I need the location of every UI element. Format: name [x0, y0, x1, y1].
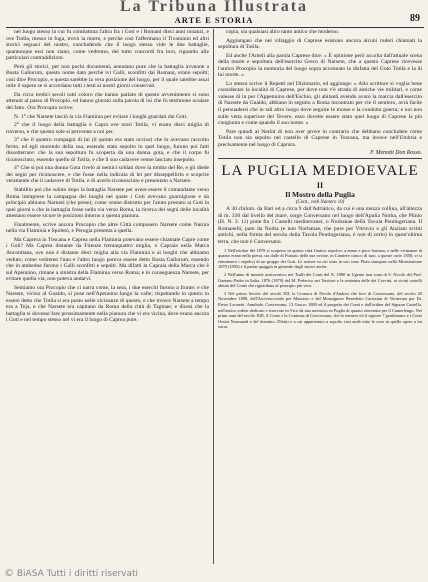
paragraph: 4° Che si poi una donna Gota rivelò ai nemici soldati dove la tomba del Re, e gli diede dei segni per riconoscere, e che fosse nella indicata di lei per disseppellirlo e scoprire veramente che il cadavere di Totila, e di averlo riconosciuto e presentato a Narsete. [6, 165, 209, 185]
author-signature: F. Menotti Don Rosso. [370, 150, 422, 157]
header-rule [6, 27, 424, 28]
copyright-icon: © [4, 568, 14, 579]
paragraph: 2° che il luogo della battaglia è Capra ove morì Totila, vi erano dieci miglia di traverso, e che questo sole si pervenne a noi per. [6, 122, 209, 135]
footnote: 1 Nell'ottobre del 1878 si scoperse in questa città l'antico sepolcro a mano e poco lontana, e nelle vicinanze di quanto erano nella pietra, sia dalle di Fumato delle sue rovine, in Cantiere conico di tuoi, a queste carte 1858, vi si rinvennero i sepolcri di un gruppo dei Goti. Le notizie su cui sono in uso sono Pluto stampato nella Ministratione 1879 (1893) e il parlar quaggiù in generale dagli storici anche. [218, 247, 422, 270]
left-column [6, 29, 209, 564]
paragraph: Sentiamo ora Procopio che ci narra come, la sera, i due eserciti furono a fronte; e che Narsete, vicino al Gualdo, si pose nell'Apennino lungo la valle; rispettando in questo in essere detto che Totila si era posto nelle vicinanze di questo, e che invece Narsete a tempo era a Teja, e che Narsete era capitano da Roma della città di Taginae; e dicesi che la battaglia si dovesse fare prossimamente nella pianura che vi era vicina, dove erano ancora i Goti e nel tempo stesso nel vi era il luogo di Caprea pure. [6, 284, 209, 324]
paragraph: 3° che il quattro compagni di lui (il quinto era stato ucciso) che lo avevano raccolto ferito, ed egli morendo della sua, essendo stato sepolto in quel luogo, furono poi fatti dissotterrare: che la sua sepoltura fu scoperta da una donna gota, e che il corpo fu riconosciuto, essendo quello di Totila, e che il suo cadavere venne lasciato insepolto. [6, 137, 209, 163]
paragraph: A 30 chilom. da Bari ed a circa 9 dall'Adriatico, da cui è una mezza collina, all'altezza di m. 330 dal livello del mare, sorge Conversano nel luogo dell'Apulia Norba, che Plinio (H. N. 3. 11) pone fra i Castelli mediterranei, o Norbanae della Tavola Peutingeriana. Il Romanelli, pare da Norba (e non Norbanae, che pure per Vitruvio e gli Anziani scritti antichi, nella forma del secolo della Tavola Peutingeriana, è non di certo) in quest'ultima terra, che non è Conversano. [218, 206, 422, 246]
continuation-note: (Cont., vedi Numero 10) [295, 200, 345, 206]
paragraph: copia, sia qualsiasi altro tanto antico che moderno. [226, 29, 340, 35]
footnote: 3 Nel primo Secolo del secolo XII, la Cronaca di Nicola d'Andrea che fece di Conversano, del secolo 20 Novembre 1888, dell'Arcivescovado per Maurizio e del Monsignore Benedetto Carissimi di Vernevata per Dr. Pietro Leonetti, Annibale, Conversano, 13 Gen.ro 1880 ed il progetto dei Conti e dall'ordine del Signore Castello, nell'antico ordine dedicato e riservato in Vico da una memoria su Puglia di quanto rinvenuta per il Camerlengo. Nei primi anni del secolo XIII, il Conte e la Contessa di Conversano, che lo tennero ed il signore 7 gentiluomo e i Conti Orsini Normandi e del dominio. Difatti e a cui appartenuto a sepolto così andò tutte le cose in quelle opere a lui sacra. [218, 290, 422, 330]
footnotes [218, 248, 422, 330]
copyright-watermark [4, 568, 138, 579]
paragraph: Ma Caprera in Toscana e Caprea nella Flaminia potevano essere chiamate Capre come i Goti? Ma Caprea distante da Firenze trentaquattro miglia, o Capraia nella Marca Anconitana, ove non è distante dieci miglia alla via Flaminia e ai luoghi che abbiamo veduto; come vedremo l'uno e l'altro luogo poteva essere detto Busta Gallorum, essendo che in ambedue furono i Galli sconfitti e sepolti. Ma difatti la Capraia della Marca che è sul Apennino, rimane a sinistra della Flaminia verso Roma; e in conseguenza Narsete, per evitare quella via, non poteva andarvi. [6, 236, 209, 283]
paragraph: Però gli storici, per non pochi documenti, annotano pure che la battaglia avvenne a Busta Gallorum, questo nome dato perchè ivi Galli, sconfitti dai Romani, erano sepolti; così dice Procopio, e questa sarebbe la vera posizione del luogo, per il quale sarebbe assai utile il sapere se si accordano tutti i testi ai nostri giorni conservati. [6, 63, 209, 90]
paragraph: Finalmente, scrive ancora Procopio che altre Città composero Narsete come Narnia nella via Flaminia e Spoleto, e Perugia presenta a quella. [6, 221, 209, 235]
paragraph: Da circa tredici secoli tutti coloro che hanno parlato di questo avvenimento si sono attenuti al passo di Procopio, ed hanno giurato sulla parola di lui che fu testimone oculare del fatto. Ora Procopio scrive: [6, 91, 209, 112]
page-number: 89 [410, 13, 420, 24]
masthead-title: La Tribuna Illustrata [119, 0, 309, 14]
article-part-number: II [316, 181, 324, 191]
paragraph: N. 1° che Narsete lasciò la via Flaminia per evitare i luoghi guardati dai Goti. [14, 113, 188, 120]
section-heading: ARTE E STORIA [174, 15, 254, 25]
right-column [218, 29, 422, 564]
article-subtitle: Il Mostro della Puglia [285, 190, 355, 200]
paragraph: Pare quindi al Nerini di non aver prove in contrario che debbano concludere come Totila non sia sepolto nel castello di Caprese in Toscana, ma invece nell'Umbria e precisamente nel luogo di Caprara. [218, 128, 422, 148]
paragraph: Aggiungasi che nel villaggio di Caprese esistono ancora alcuni ruderi chiamati la sepoltura di Totila. [218, 37, 422, 51]
paragraph: Stabilito poi che subito dopo la battaglia Narsete per avere essere il comandante verso Roma intraprese la campagna dei luoghi nel quale i Goti avevano guarnigione e da principio abbiano Narnesi (che prese); come venne distrutto per l'aiuto prestato ai Goti in quei giorni e che la battaglia fosse nella via verso Roma, la ricerca dei segni delle località attestano essere sicure le posizioni intorno a questa pianura. [6, 187, 209, 220]
watermark-text: BiASA Tutti i diritti riservati [16, 569, 139, 579]
paragraph: nel luogo stesso in cui fu combattuta l'altra fra i Goti e i Romani dieci anni innanzi, e ove Totila, messo in fuga, trovò la morte, e perchè così l'affermano il Tivaminio ed altri storici seguaci del nostro, concludendo che il luogo stesso vide le due battaglie, quantunque essi non siano, come vedremo, del tutto concordi fra loro, riguardo alle particolari contraddizioni. [6, 29, 209, 62]
paragraph: Lo stesso scrive il Repetti nel Dizionario, ed aggiunge: « Allo scrittore si voglia bene considerare la località di Caprese, per dove non v'è strada di antiche vie militari, e come valesse di in per l'Appennino dell'Eschio, gli abitanti avendo avuto la marcia dall'esercito di Narsete da Gualdo, abbiano in seguito a Roma incontrato per vie il sentiero, avrà facile il persuadersi che in tali altro luogo dove seguire le mosse e la condotta guerra; e noi non sulle vetta superiore del Tevere, esso dovette essere stato quel luogo di Caprese la più congiunta e come quando il suo nome. » [218, 80, 422, 127]
column-divider [213, 29, 214, 564]
paragraph: Ed anche l'Ameli alla parola Caprese dice: « È opinione però accolta dall'attuale scena della morte e sepoltura dell'esercito Greco di Narsete, che a questo Caprese ricevesse l'antico Procopio la memoria del luogo sopra accennato la disfatta del Goto Totila e la di lui morte. » [218, 52, 422, 79]
footnote: 2 Nell'anno di monete aristocratico nei Trulli dei Conti del N. 1880 in Ugento non sono di S. Nicolò del Prof. Gaetano Padre in Italia, 1876 (1879) del M. Federico nei Territori e la sentenza delle dei Corvini, ai vicini castelli abitati del Conte che riguardano al principio più vero. [218, 271, 422, 289]
article-title: LA PUGLIA MEDIOEVALE [221, 163, 419, 180]
article-divider [218, 158, 422, 159]
